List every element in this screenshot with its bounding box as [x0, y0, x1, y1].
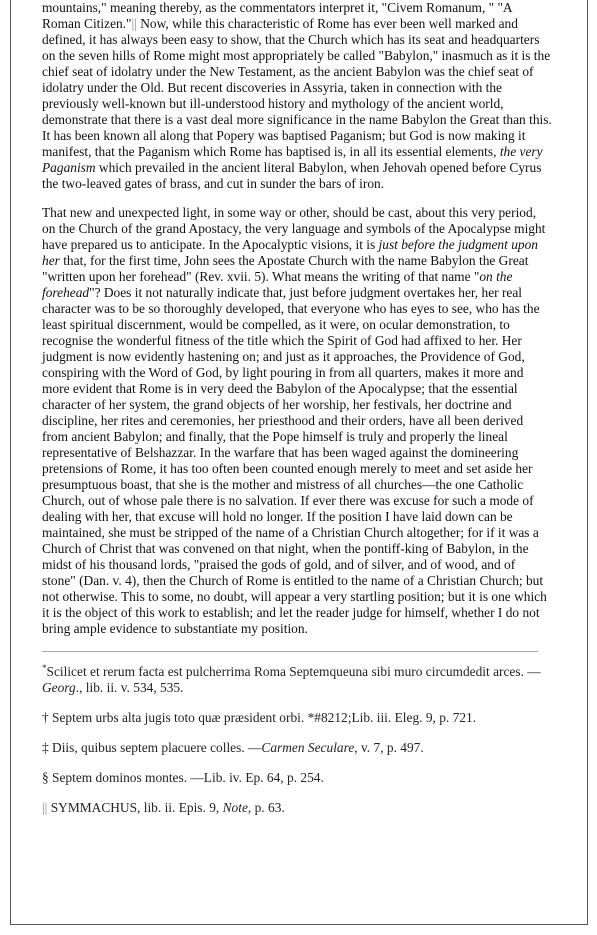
footnote-3-text-a: ‡ Diis, quibus septem placuere colles. — — [42, 740, 262, 755]
paragraph-1-text: Roman Citizen." — [42, 16, 132, 31]
paragraph-2-text-b: that, for the first time, John sees the Apostate Church with the name Babylon the Great "written upon her forehead" (Rev. xvii. 5). What means the writing of that name " — [42, 253, 529, 284]
footnote-5-emphasis: Note — [222, 800, 248, 815]
footnote-5-text-a: SYMMACHUS, lib. ii. Epis. 9, — [47, 800, 223, 815]
footnote-2-text: † Septem urbs alta jugis toto quæ præsident orbi. *#8212;Lib. iii. Eleg. 9, p. 721. — [42, 710, 477, 725]
footnote-2 — [42, 710, 552, 726]
footnote-3 — [42, 740, 552, 756]
footnote-1-mark: * — [42, 663, 47, 673]
footnote-1-text-b: ., lib. ii. v. 534, 535. — [75, 680, 184, 695]
paragraph-1-text-c: which prevailed in the ancient literal Babylon, when Jehovah opened before Cyrus the two-leaved gates of brass, and cut in sunder the bars of iron. — [42, 160, 542, 191]
paragraph-2-text-a: That new and unexpected light, in some way or other, should be cast, about this very period, on the Church of the grand Apostacy, the very language and symbols of the Apocalypse might have prepared us to anticipate. In the Apocalyptic visions, it is — [42, 205, 546, 252]
footnote-1-emphasis: Georg — [42, 680, 76, 695]
footnote-5 — [42, 800, 552, 816]
paragraph-2 — [42, 205, 552, 637]
footnote-1-text-a: Scilicet et rerum facta est pulcherrima Roma Septemqueuna sibi muro circumdedit arces. — — [46, 664, 541, 679]
footnote-5-text-b: , p. 63. — [247, 800, 285, 815]
paragraph-1-line-1: mountains," meaning thereby, as the commentators interpret it, "Civem Romanum, " "A — [42, 0, 512, 15]
footnote-4 — [42, 770, 552, 786]
document-body — [42, 0, 552, 830]
footnote-5-mark: || — [42, 800, 48, 815]
paragraph-1-text-b: Now, while this characteristic of Rome has ever been well marked and defined, it has always been easy to show, that the Church which has its seat and headquarters on the seven hills of Rome might most appropriately be called "Babylon," inasmuch as it is the chief seat of idolatry under the New Testament, as the ancient Babylon was the chief seat of idolatry under the Old. But recent discoveries in Assyria, taken in connection with the previously well-known but ill-understood history and mythology of the ancient world, demonstrate that there is a vast deal more significance in the name Babylon the Great than this. It has been known all along that Popery was baptised Paganism; but God is now making it manifest, that the Paganism which Rome has baptised is, in all its essential elements, — [42, 16, 552, 159]
footnote-3-text-b: , v. 7, p. 497. — [354, 740, 424, 755]
paragraph-1-emphasis: the very Paganism — [42, 144, 543, 175]
footnote-ref-parallel[interactable]: || — [131, 16, 137, 31]
paragraph-2-text-c: "? Does it not naturally indicate that, just before judgment overtakes her, her real character was to be so thoroughly developed, that everyone who has eyes to see, who has the least spiritual discernment, would be compelled, as it were, on ocular demonstration, to recognise the wonderful fitness of the title which the Spirit of God had affixed to her. Her judgment is now evidently hastening on; and just as it approaches, the Providence of God, conspiring with the Word of God, by light pouring in from all quarters, makes it more and more evident that Rome is in very deed the Babylon of the Apocalypse; that the essential character of her system, the grand objects of her worship, her festivals, her doctrine and discipline, her rites and ceremonies, her priesthood and their orders, have all been derived from ancient Babylon; and finally, that the Pope himself is truly and properly the lineal representative of Belshazzar. In the warfare that has been waged against the domineering pretensions of Rome, it has too often been counted enough merely to meet and set aside her presumptuous boast, that she is the mother and mistress of all churches—the one Catholic Church, out of whose pale there is no salvation. If ever there was excuse for such a mode of dealing with her, that excuse will hold no longer. If the position I have laid down can be maintained, she must be stripped of the name of a Christian Church altogether; for if it was a Church of Christ that was convened on that night, when the pontiff-king of Babylon, in the midst of his thousand lords, "praised the gods of gold, and of silver, and of wood, and of stone" (Dan. v. 4), then the Church of Rome is entitled to the name of a Christian Church; but not otherwise. This to some, no doubt, will appear a very startling position; but it is one which it is the object of this work to establish; and let the reader judge for himself, whether I do not bring ample evidence to substantiate my position. — [42, 285, 547, 636]
paragraph-1 — [42, 0, 552, 192]
paragraph-2-emphasis-a: just before the judgment upon her — [42, 237, 538, 268]
paragraph-2-emphasis-b: on the forehead — [42, 269, 513, 300]
footnote-3-emphasis: Carmen Seculare — [261, 740, 355, 755]
footnote-1 — [42, 664, 552, 696]
footnote-4-text: § Septem dominos montes. —Lib. iv. Ep. 64, p. 254. — [42, 770, 324, 785]
footnote-divider — [42, 651, 538, 652]
